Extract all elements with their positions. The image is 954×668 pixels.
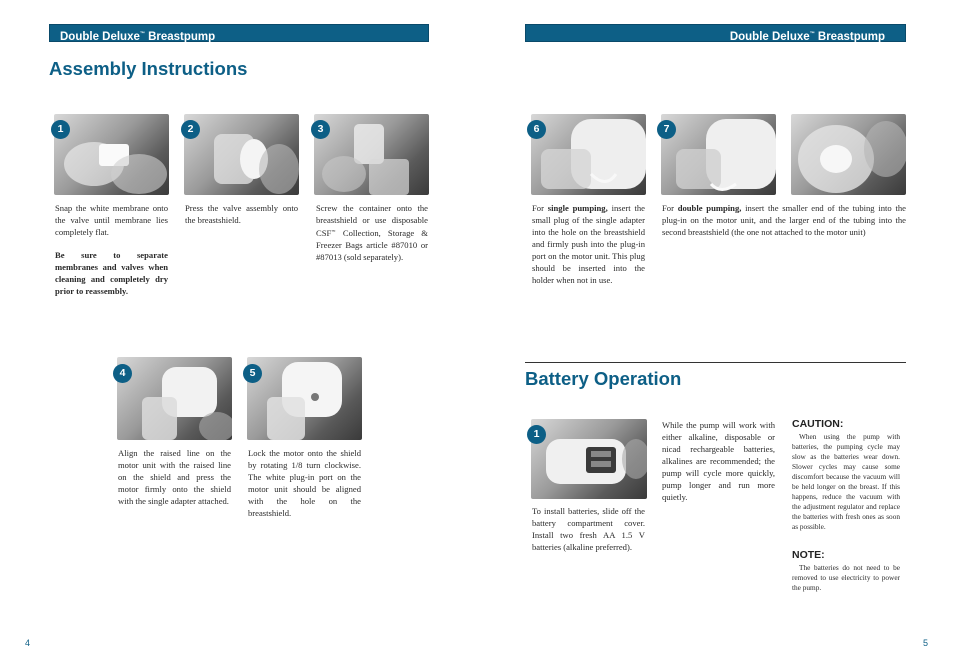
- step-1-warning: Be sure to separate membranes and valves when cleaning and completely dry prior to reassembly.: [55, 250, 168, 296]
- right-banner-product: Double Deluxe: [729, 31, 810, 43]
- step-7-photo-b: [791, 114, 906, 195]
- step-7-text: [662, 202, 906, 238]
- step-3-photo: [314, 114, 429, 195]
- left-banner-product: Double Deluxe: [60, 31, 140, 43]
- step-6-photo: [531, 114, 646, 195]
- battery-step-badge: 1: [527, 425, 546, 444]
- step-7-badge: 7: [657, 120, 676, 139]
- step-6-text: [532, 202, 645, 286]
- step-3-text: [316, 202, 428, 263]
- step-5-text: Lock the motor onto the shield by rotating 1/8 turn clockwise. The white plug-in port on the motor unit should be aligned with the hole on the breastshield.: [248, 448, 361, 518]
- step-3-text-a: Screw the container onto the breastshield or use disposable CSF: [316, 203, 428, 238]
- step-1-photo: [54, 114, 169, 195]
- note-heading: NOTE:: [792, 549, 825, 561]
- step-7-photo: [661, 114, 776, 195]
- step-2-badge: 2: [181, 120, 200, 139]
- battery-photo: [531, 419, 647, 499]
- step-6-text-a: For: [532, 203, 548, 213]
- step-3-tm: ™: [331, 229, 336, 234]
- step-4-badge: 4: [113, 364, 132, 383]
- step-2-text: Press the valve assembly onto the breastshield.: [185, 203, 298, 225]
- step-3-text-b: Collection, Storage & Freezer Bags article #87010 or #87013 (sold separately).: [316, 228, 428, 262]
- battery-install-text: To install batteries, slide off the battery compartment cover. Install two fresh AA 1.5 V batteries (alkaline preferred).: [532, 506, 645, 552]
- left-banner-suffix: Breastpump: [144, 31, 216, 43]
- assembly-title: Assembly Instructions: [49, 58, 248, 79]
- caution-text: When using the pump with batteries, the pumping cycle may slow as the batteries wear down. Slower cycles may cause some discomfort because the vacuum will be held longer on the breast. If this happens, reduce the vacuum with the adjustment regulator and replace the batteries with fresh ones as soon as possible.: [792, 432, 900, 531]
- battery-info-text: While the pump will work with either alkaline, disposable or nicad rechargeable batteries, alkalines are recommended; the pump will cycle more quickly, pump longer and run more quietly.: [662, 420, 775, 502]
- step-6-bold: single pumping,: [547, 203, 608, 213]
- step-7-text-a: For: [662, 203, 678, 213]
- caution-heading: CAUTION:: [792, 418, 844, 430]
- page-number-right: 5: [923, 638, 929, 648]
- step-6-badge: 6: [527, 120, 546, 139]
- step-1-text: Snap the white membrane onto the valve until membrane lies completely flat.: [55, 203, 168, 237]
- right-banner-tm: ™: [809, 31, 815, 37]
- battery-title: Battery Operation: [525, 368, 682, 389]
- left-header-banner: [49, 24, 429, 42]
- note-text: The batteries do not need to be removed to use electricity to power the pump.: [792, 563, 900, 592]
- step-5-photo: [247, 357, 362, 440]
- battery-divider: [525, 362, 906, 363]
- page-number-left: 4: [25, 638, 31, 648]
- step-6-text-b: insert the small plug of the single adapter into the hole on the breastshield and firmly push into the plug-in port on the motor unit. This plug should be inserted into the holder when not in use.: [532, 203, 645, 285]
- step-7-bold: double pumping,: [677, 203, 742, 213]
- step-4-photo: [117, 357, 232, 440]
- step-3-badge: 3: [311, 120, 330, 139]
- step-1-badge: 1: [51, 120, 70, 139]
- step-2-photo: [184, 114, 299, 195]
- left-banner-tm: ™: [139, 31, 145, 37]
- step-5-badge: 5: [243, 364, 262, 383]
- right-banner-suffix: Breastpump: [814, 31, 885, 43]
- step-4-text: Align the raised line on the motor unit with the raised line on the shield and press the motor firmly onto the shield with the single adapter attached.: [118, 448, 231, 506]
- step-7-text-b: insert the smaller end of the tubing into the plug-in on the motor unit, and the larger end of the tubing into the second breastshield (the one not attached to the motor unit): [662, 203, 906, 237]
- right-header-banner: [525, 24, 906, 42]
